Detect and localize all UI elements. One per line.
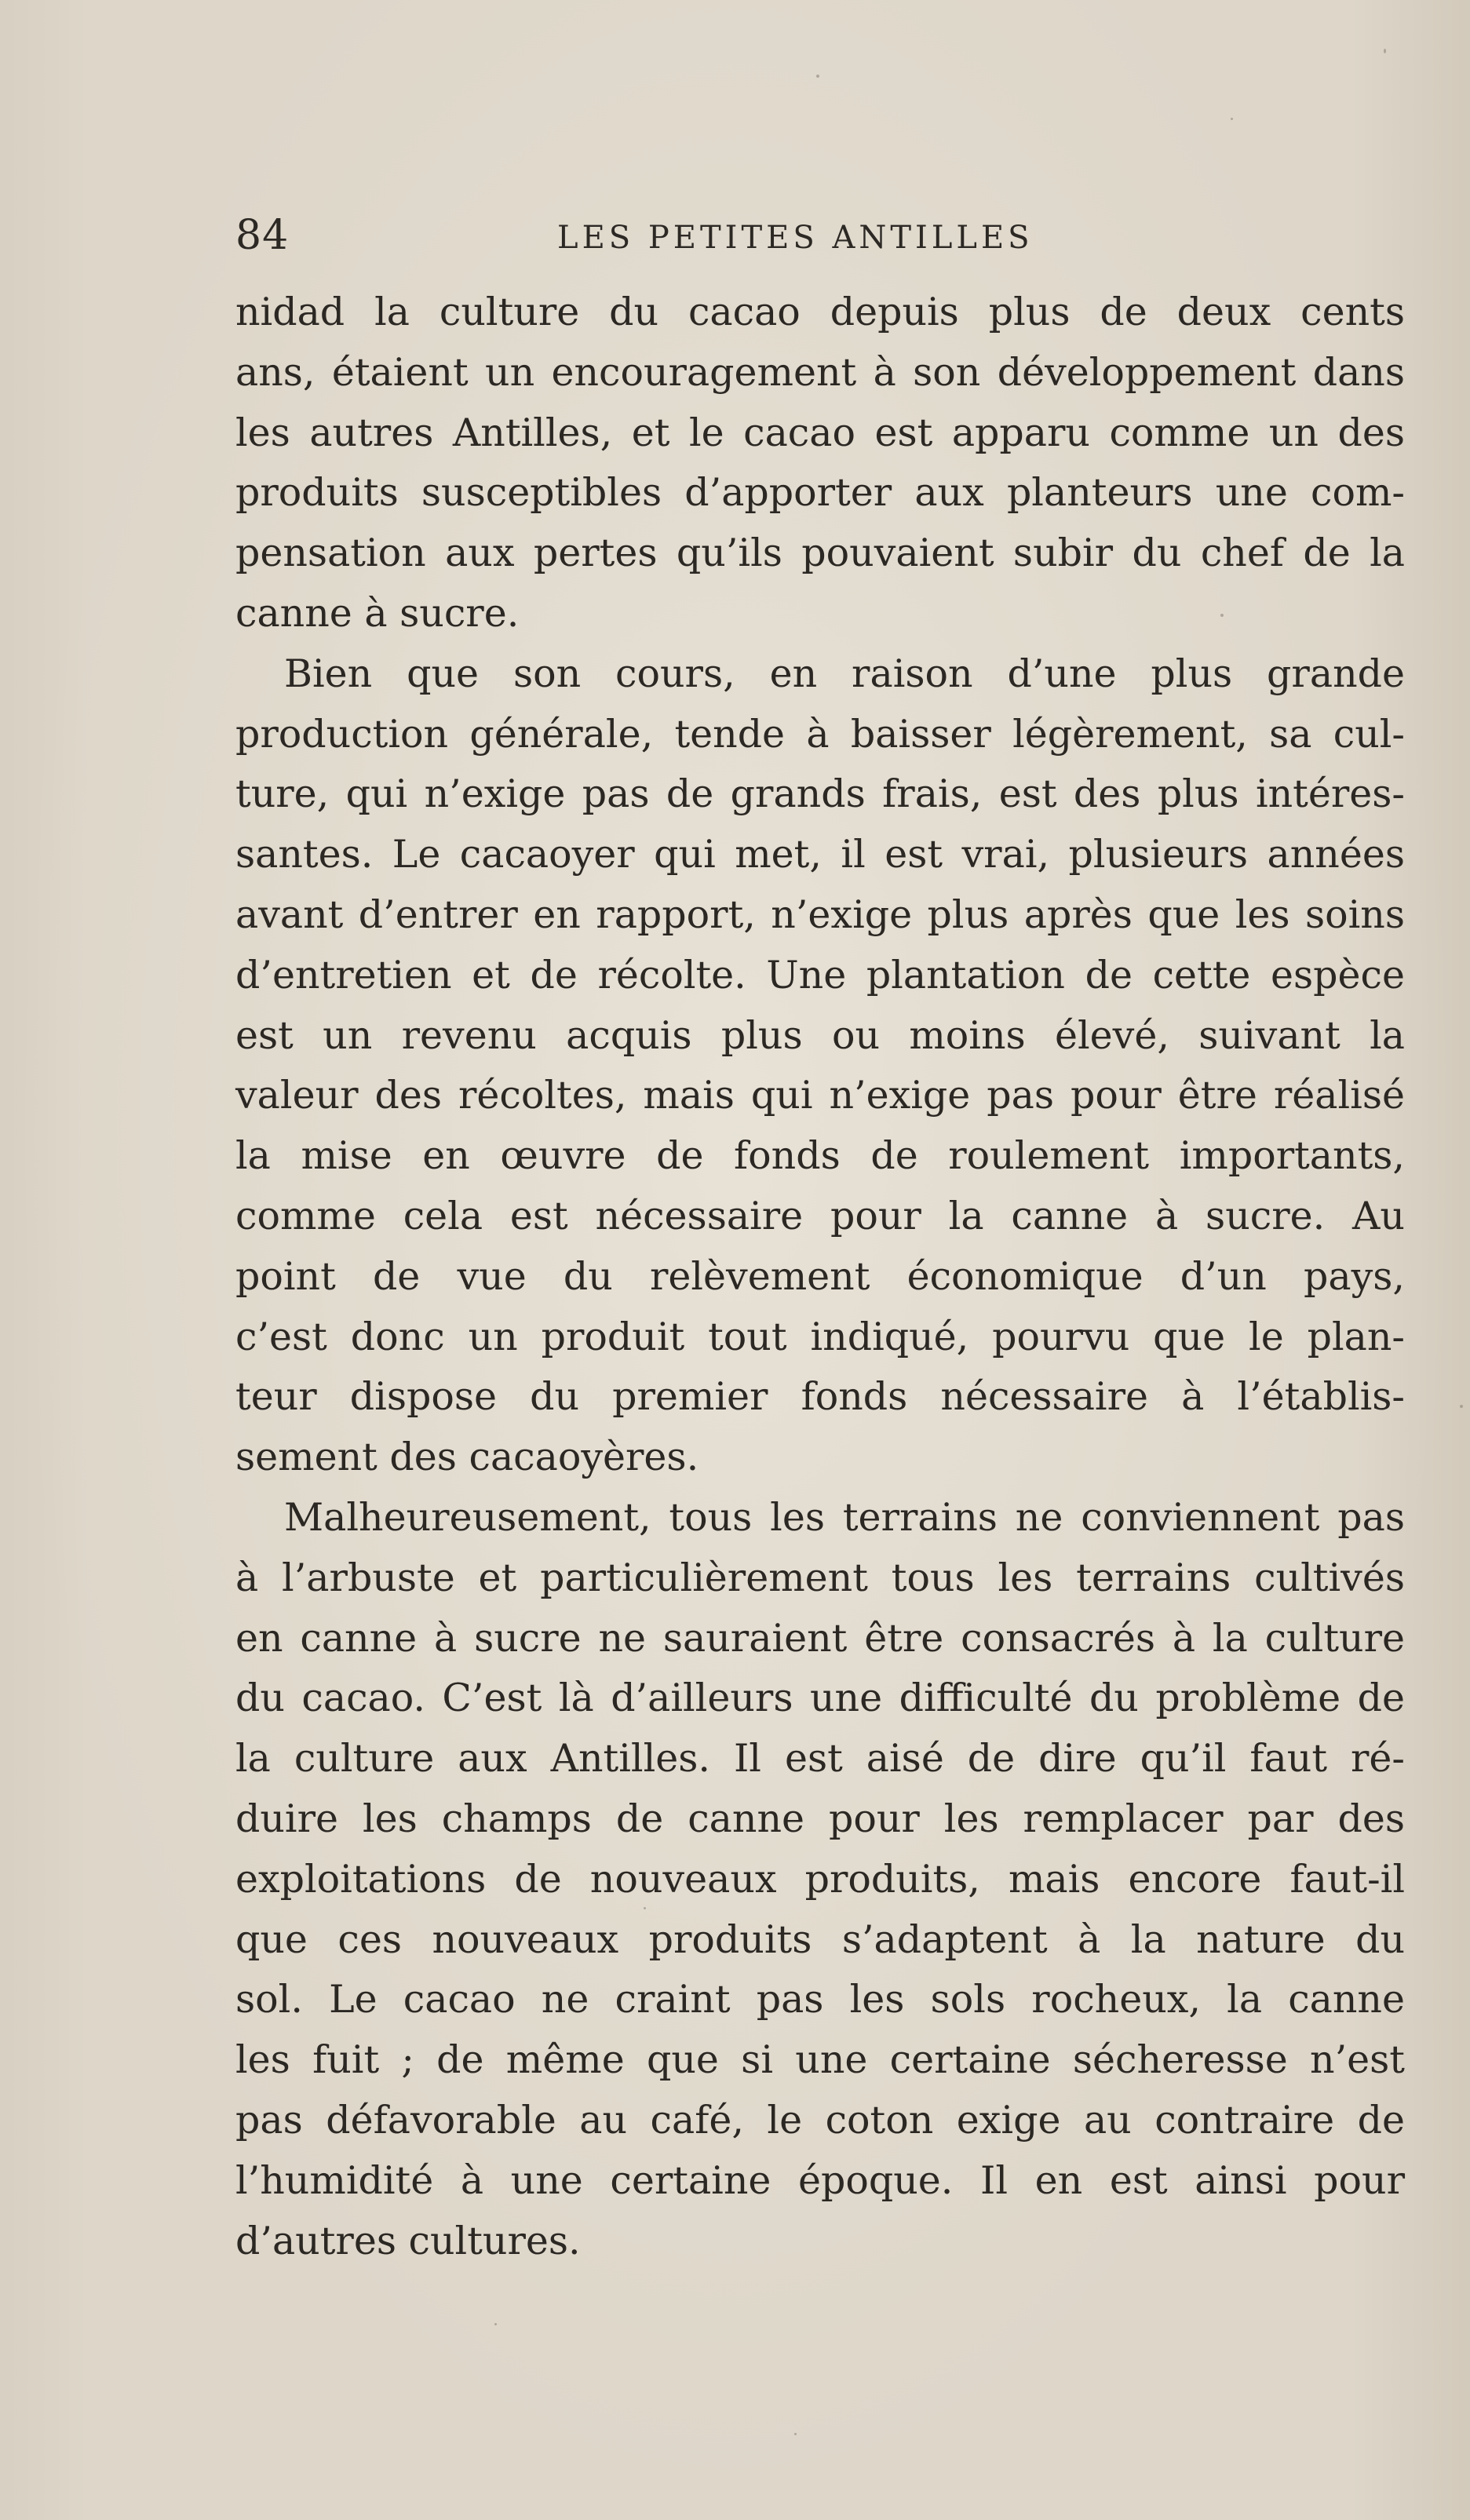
text-line: comme cela est nécessaire pour la canne à sucre. Au xyxy=(235,1193,1405,1238)
text-line: la culture aux Antilles. Il est aisé de dire qu’il faut ré- xyxy=(235,1736,1405,1782)
text-line: valeur des récoltes, mais qui n’exige pas pour être réalisé xyxy=(235,1073,1405,1118)
paper-speck xyxy=(794,2433,797,2435)
text-line: est un revenu acquis plus ou moins élevé, suivant la xyxy=(235,1012,1405,1058)
text-line: teur dispose du premier fonds nécessaire à l’établis- xyxy=(235,1374,1405,1420)
running-title: LES PETITES ANTILLES xyxy=(557,220,1034,256)
text-line: à l’arbuste et particulièrement tous les terrains cultivés xyxy=(235,1555,1405,1600)
text-line: santes. Le cacaoyer qui met, il est vrai, plusieurs années xyxy=(235,832,1405,877)
text-line: pensation aux pertes qu’ils pouvaient subir du chef de la xyxy=(235,531,1405,576)
running-header xyxy=(235,212,1405,275)
text-line: sement des cacaoyères. xyxy=(235,1435,699,1480)
paper-speck xyxy=(816,75,819,78)
text-line: Malheureusement, tous les terrains ne conviennent pas xyxy=(284,1494,1405,1540)
text-line: du cacao. C’est là d’ailleurs une difficulté du problème de xyxy=(235,1676,1405,1721)
text-line: point de vue du relèvement économique d’un pays, xyxy=(235,1253,1405,1299)
paper-speck xyxy=(1220,614,1224,617)
paper-speck xyxy=(1460,1405,1463,1408)
text-line: production générale, tende à baisser légèrement, sa cul- xyxy=(235,711,1405,757)
text-line: c’est donc un produit tout indiqué, pourvu que le plan- xyxy=(235,1314,1405,1359)
text-line: avant d’entrer en rapport, n’exige plus après que les soins xyxy=(235,892,1405,937)
text-line: produits susceptibles d’apporter aux planteurs une com- xyxy=(235,470,1405,516)
text-line: en canne à sucre ne sauraient être consacrés à la culture xyxy=(235,1615,1405,1661)
text-line: l’humidité à une certaine époque. Il en est ainsi pour xyxy=(235,2157,1405,2203)
text-line: duire les champs de canne pour les remplacer par des xyxy=(235,1796,1405,1841)
text-line: nidad la culture du cacao depuis plus de deux cents xyxy=(235,290,1405,334)
paper-speck xyxy=(1384,49,1386,53)
text-line: Bien que son cours, en raison d’une plus grande xyxy=(284,651,1405,696)
paper-speck xyxy=(1231,118,1233,120)
text-line: les fuit ; de même que si une certaine sécheresse n’est xyxy=(235,2037,1405,2083)
page-number: 84 xyxy=(235,212,290,259)
text-line: canne à sucre. xyxy=(235,590,520,636)
text-line: exploitations de nouveaux produits, mais encore faut-il xyxy=(235,1856,1405,1902)
text-line: les autres Antilles, et le cacao est apparu comme un des xyxy=(235,410,1405,455)
text-line: que ces nouveaux produits s’adaptent à la nature du xyxy=(235,1916,1405,1962)
text-line: d’autres cultures. xyxy=(235,2218,581,2263)
paper-speck xyxy=(644,1907,646,1909)
body-text xyxy=(235,283,1405,2271)
text-line: ans, étaient un encouragement à son développement dans xyxy=(235,349,1405,395)
paper-speck xyxy=(494,2323,497,2325)
text-line: la mise en œuvre de fonds de roulement importants, xyxy=(235,1133,1405,1179)
text-line: d’entretien et de récolte. Une plantation de cette espèce xyxy=(235,952,1405,997)
text-line: pas défavorable au café, le coton exige au contraire de xyxy=(235,2097,1405,2143)
text-line: sol. Le cacao ne craint pas les sols rocheux, la canne xyxy=(235,1977,1405,2022)
text-line: ture, qui n’exige pas de grands frais, est des plus intéres- xyxy=(235,771,1405,817)
